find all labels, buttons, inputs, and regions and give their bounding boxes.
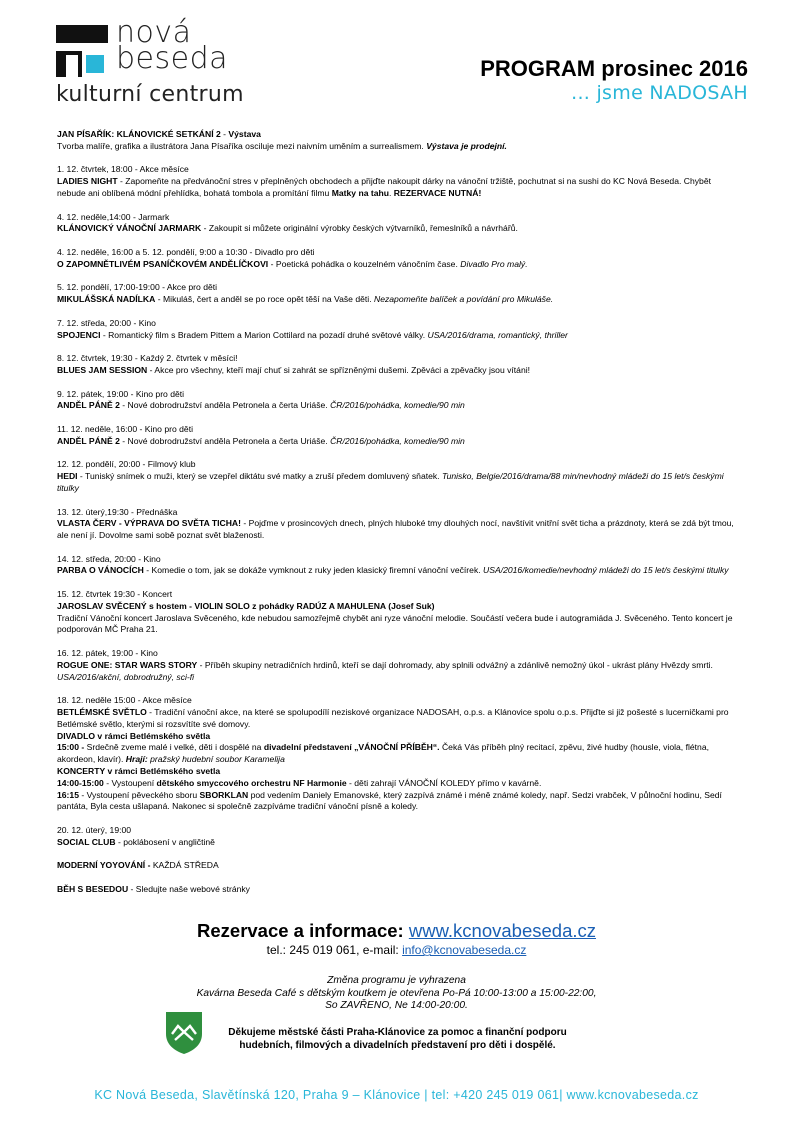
event-text: - Tuniský snímek o muži, který se vzepřel diktátu své matky a zruší předem domluvený sňatek. (77, 471, 442, 482)
event-item (57, 282, 742, 306)
event-text: 5. 12. pondělí, 17:00-19:00 - Akce pro děti (57, 282, 218, 293)
event-line (57, 766, 742, 778)
event-line (57, 129, 742, 141)
event-text: 14. 12. středa, 20:00 - Kino (57, 553, 161, 564)
event-item (57, 247, 742, 271)
event-line (57, 601, 742, 613)
event-line (57, 318, 742, 330)
event-item (57, 389, 742, 413)
event-text: Tunisko, Belgie/2016/drama/88 min/nevhodný mládeži do 15 let/s českými titulky (57, 471, 724, 493)
event-text: dětského smyccového orchestru NF Harmonie (156, 777, 347, 788)
event-line (57, 860, 742, 872)
event-line (57, 613, 742, 637)
event-text: ČR/2016/pohádka, komedie/90 min (330, 435, 465, 446)
event-text: BLUES JAM SESSION (57, 364, 148, 375)
event-line (57, 731, 742, 743)
logo-text-beseda: beseda (116, 41, 229, 76)
program-subtitle (571, 82, 748, 104)
event-text: 15. 12. čtvrtek 19:30 - Koncert (57, 589, 173, 600)
event-text: - (220, 129, 229, 139)
event-list (57, 129, 742, 908)
event-line (57, 707, 742, 731)
event-text: Tradiční Vánoční koncert Jaroslava Svěceného, kde nebudou samozřejmě chybět ani ryze vánoční melodie. Součástí večera bude i autogramiáda J. Svěceného. Tento koncert je podporován MČ Praha 21. (57, 612, 733, 635)
event-line (57, 778, 742, 790)
event-text: - Nové dobrodružství anděla Petronela a čerta Uriáše. (119, 435, 331, 446)
event-text: 4. 12. neděle,14:00 - Jarmark (57, 211, 170, 222)
brand-logo (56, 15, 266, 115)
opening-notes (0, 975, 793, 1013)
event-text: 4. 12. neděle, 16:00 a 5. 12. pondělí, 9:00 a 10:30 - Divadlo pro děti (57, 246, 315, 257)
event-line (57, 436, 742, 448)
klanovice-crest-icon (166, 1012, 202, 1054)
event-text: pod vedením Daniely Emanovské, který zazpívá známé i méně známé koledy, např. Sedzi vrabček, V půlnoční hodinu, Sedí pantáta, Byla cesta ušlapaná. Nakonec si společně zazpíváme tradiční vánoční písně a koledy. (57, 789, 722, 812)
event-text: - Příběh skupiny netradičních hrdinů, kteří se dají dohromady, aby splnili odvážný a zdánlivě nemožný úkol - ukrást plány Hvězdy smrti. (197, 659, 713, 670)
event-text: - Zapomeňte na předvánoční stres v přeplněných obchodech a přijďte nakoupit dárky na vánoční tržiště, pochutnat si na sushi do KC Nová Beseda. Chybět nebude ani oblíbená módní přehlídka, bohatá tombola a promítání filmu (57, 176, 711, 198)
event-text: LADIES NIGHT (57, 176, 118, 187)
event-text: - Vystoupení pěveckého sboru (78, 789, 200, 800)
event-text: PARBA O VÁNOCÍCH (57, 565, 144, 576)
event-text: Divadlo Pro malý. (460, 258, 528, 269)
event-text: 7. 12. středa, 20:00 - Kino (57, 317, 156, 328)
event-item (57, 554, 742, 578)
event-line (57, 141, 742, 153)
event-text: Srdečně zveme malé i velké, děti i dospělé na (84, 742, 264, 753)
event-text: Výstava (228, 129, 261, 139)
event-line (57, 742, 742, 766)
event-text: - Vystoupení (103, 777, 157, 788)
event-line (57, 459, 742, 471)
event-text: SPOJENCI (57, 329, 101, 340)
event-text: BETLÉMSKÉ SVĚTLO (57, 707, 147, 718)
event-line (57, 212, 742, 224)
event-text: 14:00-15:00 (57, 777, 104, 788)
reservation-label: Rezervace a informace: (197, 920, 409, 941)
logo-text-nova: nová (116, 15, 192, 50)
event-line (57, 825, 742, 837)
event-line (57, 648, 742, 660)
event-text: divadelní představení „VÁNOČNÍ PŘÍBĚH“. (263, 742, 440, 753)
event-item (57, 825, 742, 849)
event-text: - Pojďme v prosincových dnech, plných hluboké tmy dlouhých nocí, navštívit vnitřní svět ticha a prázdnoty, která se zdá být tmou, ale není jí. Dovolme sami sobě poznat svět blaženosti. (57, 518, 734, 541)
event-text: 13. 12. úterý,19:30 - Přednáška (57, 506, 178, 517)
event-text: ROGUE ONE: STAR WARS STORY (57, 659, 198, 670)
event-line (57, 589, 742, 601)
event-text: - Poetická pohádka o kouzelném vánočním čase. (268, 258, 461, 269)
event-text: KLÁNOVICKÝ VÁNOČNÍ JARMARK (57, 223, 202, 234)
event-text: 1. 12. čtvrtek, 18:00 - Akce měsíce (57, 164, 189, 175)
event-line (57, 400, 742, 412)
website-link[interactable]: www.kcnovabeseda.cz (408, 920, 596, 941)
event-line (57, 554, 742, 566)
event-item (57, 589, 742, 636)
event-text: USA/2016/drama, romantický, thriller (427, 329, 568, 340)
event-text: - poklábosení v angličtině (115, 836, 215, 847)
event-text: USA/2016/komedie/nevhodný mládeži do 15 let/s českými titulky (483, 565, 729, 576)
event-line (57, 507, 742, 519)
event-text: - děti zahrají VÁNOČNÍ KOLEDY přímo v kavárně. (346, 777, 542, 788)
reservation-line (0, 920, 793, 942)
event-line (57, 176, 742, 200)
event-text: Nezapomeňte balíček a povídání pro Mikuláše. (373, 294, 554, 305)
event-text: - Komedie o tom, jak se dokáže vymknout z ruky jeden klasický firemní vánoční večírek. (143, 565, 484, 576)
note-line: Změna programu je vyhrazena (327, 975, 466, 986)
event-text: DIVADLO v rámci Betlémského světla (57, 730, 211, 741)
thanks-line: hudebních, filmových a divadelních představení pro děti i dospělé. (239, 1040, 556, 1051)
event-text: - Akce pro všechny, kteří mají chuť si zahrát se spřízněnými dušemi. Zpěváci a zpěvačky jsou vítáni! (147, 364, 531, 375)
note-line: Kavárna Beseda Café s dětským koutkem je otevřena Po-Pá 10:00-13:00 a 15:00-22:00, (196, 987, 597, 999)
event-item (57, 212, 742, 236)
event-text: Hrají: (125, 754, 148, 765)
subtitle-prefix: ... jsme (571, 82, 650, 104)
event-item (57, 129, 742, 153)
event-item (57, 507, 742, 542)
contact-line (0, 943, 793, 957)
event-line (57, 518, 742, 542)
event-text: Čeká Vás příběh plný recitací, zpěvu, živé hudby (housle, viola, flétna, akordeon, klavír). (57, 742, 709, 765)
thanks-note (205, 1026, 590, 1052)
event-item (57, 459, 742, 494)
event-line (57, 164, 742, 176)
event-item (57, 353, 742, 377)
logo-text-kulturni-centrum: kulturní centrum (56, 82, 244, 107)
address-footer: KC Nová Beseda, Slavětínská 120, Praha 9 – Klánovice | tel: +420 245 019 061| www.kcnovabeseda.cz (94, 1088, 699, 1102)
event-text: pražský hudební soubor Karamelija (147, 754, 285, 765)
event-line (57, 884, 742, 896)
event-line (57, 353, 742, 365)
event-item (57, 424, 742, 448)
email-link[interactable]: info@kcnovabeseda.cz (402, 943, 527, 957)
event-item (57, 164, 742, 199)
event-line (57, 837, 742, 849)
program-title: PROGRAM prosinec 2016 (480, 56, 748, 81)
event-line (57, 330, 742, 342)
event-item (57, 695, 742, 813)
event-text: SOCIAL CLUB (57, 836, 116, 847)
event-text: 8. 12. čtvrtek, 19:30 - Každý 2. čtvrtek v měsíci! (57, 353, 238, 364)
event-line (57, 247, 742, 259)
event-line (57, 424, 742, 436)
event-text: 20. 12. úterý, 19:00 (57, 825, 132, 836)
event-text: JAROSLAV SVĚCENÝ s hostem - VIOLIN SOLO z pohádky RADÚZ A MAHULENA (Josef Suk) (57, 600, 435, 611)
event-line (57, 790, 742, 814)
event-line (57, 282, 742, 294)
event-text: Tvorba malíře, grafika a ilustrátora Jana Písaříka osciluje mezi naivním uměním a surrealismem. (57, 140, 427, 151)
event-line (57, 294, 742, 306)
event-text: 9. 12. pátek, 19:00 - Kino pro děti (57, 388, 185, 399)
event-line (57, 259, 742, 271)
event-text: KONCERTY v rámci Betlémského svetla (57, 766, 221, 777)
event-text: - Nové dobrodružství anděla Petronela a čerta Uriáše. (119, 400, 331, 411)
event-text: REZERVACE NUTNÁ! (393, 187, 482, 198)
event-item (57, 318, 742, 342)
event-text: VLASTA ČERV - VÝPRAVA DO SVĚTA TICHA! (57, 518, 241, 529)
event-line (57, 695, 742, 707)
note-line: So ZAVŘENO, Ne 14:00-20:00. (325, 1000, 468, 1011)
event-item (57, 860, 742, 872)
event-text: 18. 12. neděle 15:00 - Akce měsíce (57, 695, 192, 706)
thanks-line: Děkujeme městské části Praha-Klánovice za pomoc a finanční podporu (228, 1027, 567, 1038)
event-text: - Mikuláš, čert a anděl se po roce opět těší na Vaše děti. (155, 294, 374, 305)
event-text: Matky na tahu (331, 187, 390, 198)
event-line (57, 471, 742, 495)
subtitle-brand: NADOSAH (649, 82, 748, 104)
event-text: 16. 12. pátek, 19:00 - Kino (57, 648, 158, 659)
event-line (57, 660, 742, 684)
event-text: - Zakoupit si můžete originální výrobky českých výtvarníků, řemeslníků a návrhářů. (201, 223, 518, 234)
event-text: 12. 12. pondělí, 20:00 - Filmový klub (57, 459, 196, 470)
event-text: USA/2016/akční, dobrodružný, sci-fi (57, 671, 195, 682)
event-line (57, 389, 742, 401)
event-item (57, 648, 742, 683)
event-text: MODERNÍ YOYOVÁNÍ - (57, 860, 151, 871)
event-text: KAŽDÁ STŘEDA (150, 860, 219, 871)
event-text: MIKULÁŠSKÁ NADÍLKA (57, 294, 156, 305)
event-text: JAN PÍSAŘÍK: KLÁNOVICKÉ SETKÁNÍ 2 (57, 129, 221, 139)
event-text: . (389, 187, 394, 198)
event-text: 15:00 - (57, 742, 85, 753)
event-text: ČR/2016/pohádka, komedie/90 min (330, 400, 465, 411)
event-text: SBORKLAN (199, 789, 249, 800)
event-text: - Tradiční vánoční akce, na které se spolupodílí neziskové organizace NADOSAH, o.p.s. a Klánovice spolu o.p.s. Přijďte si již pošesté s lucerničkami pro Betlémské světlo, kterými si rozsvítíte své domovy. (57, 707, 729, 729)
event-text: ANDĚL PÁNĚ 2 (57, 435, 120, 446)
event-item (57, 884, 742, 896)
event-text: 16:15 (57, 789, 79, 800)
event-text: - Sledujte naše webové stránky (128, 884, 250, 894)
event-text: 11. 12. neděle, 16:00 - Kino pro děti (57, 423, 194, 434)
event-line (57, 365, 742, 377)
nova-beseda-logo-icon (56, 25, 108, 77)
event-text: O ZAPOMNĚTLIVÉM PSANÍČKOVÉM ANDĚLÍČKOVI (57, 258, 269, 269)
event-text: BĚH S BESEDOU (57, 884, 129, 894)
event-text: - Romantický film s Bradem Pittem a Marion Cottilard na pozadí druhé světové války. (100, 329, 428, 340)
event-text: HEDI (57, 471, 78, 482)
event-line (57, 223, 742, 235)
phone-text: tel.: 245 019 061, e-mail: (266, 943, 403, 957)
event-text: ANDĚL PÁNĚ 2 (57, 400, 120, 411)
event-text: Výstava je prodejní. (426, 140, 507, 151)
event-line (57, 565, 742, 577)
